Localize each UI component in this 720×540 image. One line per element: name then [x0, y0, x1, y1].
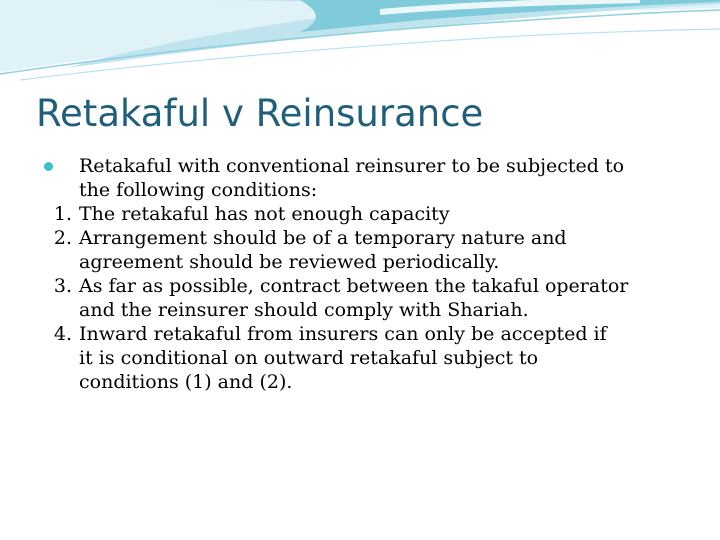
decorative-wave-header: [0, 0, 720, 90]
list-item-4: [0, 322, 720, 394]
text-line: Retakaful with conventional reinsurer to be subjected to: [79, 155, 625, 177]
list-text: [79, 274, 679, 322]
list-text: [79, 226, 679, 274]
text-line: agreement should be reviewed periodically.: [79, 251, 500, 273]
text-line: Arrangement should be of a temporary nature and: [79, 227, 567, 249]
list-item-1: [0, 202, 720, 226]
text-line: it is conditional on outward retakaful subject to: [79, 347, 539, 369]
slide-title: Retakaful v Reinsurance: [36, 92, 484, 135]
list-item-2: [0, 226, 720, 274]
text-line: The retakaful has not enough capacity: [79, 203, 450, 225]
text-line: Inward retakaful from insurers can only be accepted if: [79, 323, 607, 345]
list-number: 2.: [53, 227, 72, 249]
slide-content: [0, 154, 720, 394]
text-line: and the reinsurer should comply with Shariah.: [79, 299, 529, 321]
text-line: conditions (1) and (2).: [79, 371, 293, 393]
list-number: 3.: [53, 275, 72, 297]
text-line: the following conditions:: [79, 179, 318, 201]
list-number: 1.: [53, 203, 72, 225]
list-number: 4.: [53, 323, 72, 345]
bullet-dot-icon: [44, 162, 53, 171]
intro-text: [79, 154, 679, 202]
intro-bullet: [0, 154, 720, 202]
list-text: [79, 322, 679, 394]
list-item-3: [0, 274, 720, 322]
text-line: As far as possible, contract between the takaful operator: [79, 275, 629, 297]
list-text: [79, 202, 679, 226]
